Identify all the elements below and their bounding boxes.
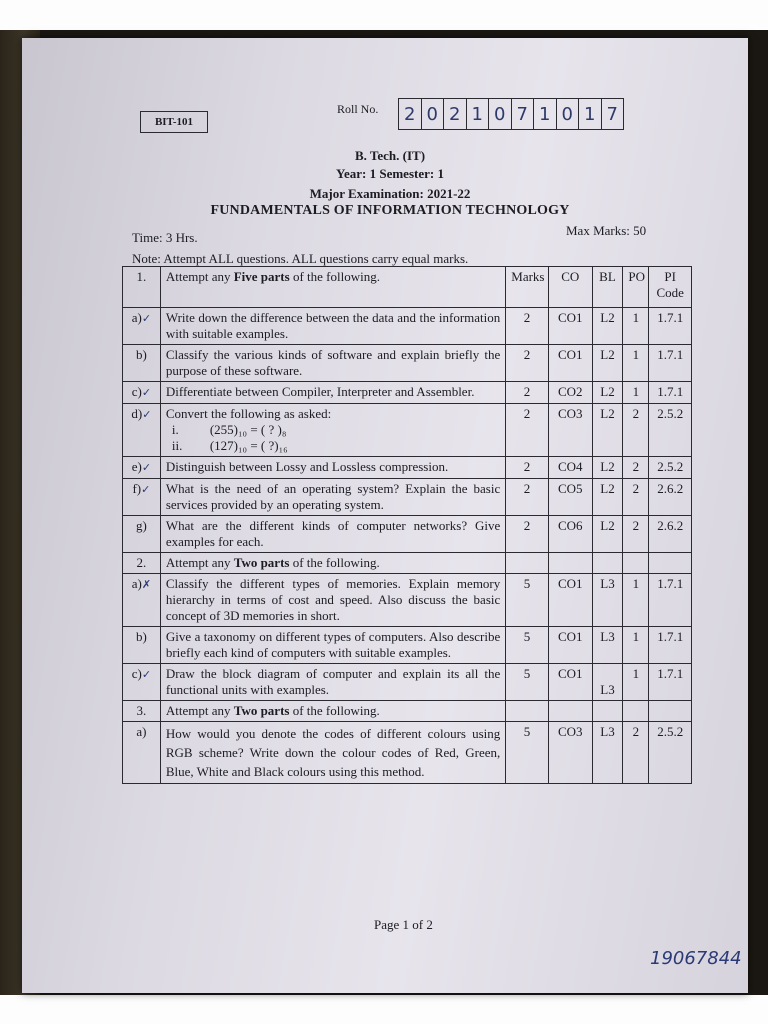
table-row [123,664,692,701]
conversion-item: ii. (127)₁₀ = ( ?)₁₆ [171,438,288,453]
table-row [123,627,692,664]
pi-value: 2.5.2 [649,722,692,784]
marks-value: 5 [506,627,549,664]
year-semester: Year: 1 Semester: 1 [336,166,444,181]
bl-value: L3 [592,574,623,627]
bl-value: L2 [592,516,623,553]
co-value: CO1 [548,627,592,664]
paper-code-box: BIT-101 [140,111,208,133]
marks-value: 5 [506,664,549,701]
marks-value: 5 [506,574,549,627]
co-value: CO6 [548,516,592,553]
marks-value: 5 [506,722,549,784]
col-co: CO [548,267,592,308]
check-mark-icon: ✓ [142,408,152,421]
po-value: 2 [623,404,649,457]
time-allowed: Time: 3 Hrs. [132,230,198,245]
check-mark-icon: ✓ [141,668,152,681]
marks-value: 2 [506,404,549,457]
part-label: g) [123,516,161,553]
check-mark-icon: ✓ [141,483,151,496]
subject-title: FUNDAMENTALS OF INFORMATION TECHNOLOGY [210,203,570,218]
co-value: CO4 [548,457,592,479]
roll-digit: 7 [606,103,618,125]
col-bl: BL [592,267,623,308]
bl-value: L3 [592,627,623,664]
part-label: a) [123,722,161,784]
table-row [123,574,692,627]
question-heading-row [123,701,692,722]
question-number: 1. [123,267,161,308]
roll-digit: 2 [399,99,422,129]
part-text: Write down the difference between the data and the information with suitable examples. [160,308,505,345]
col-pi-code: PI Code [649,267,692,308]
part-text: What are the different kinds of computer networks? Give examples for each. [160,516,505,553]
exam-title: Major Examination: 2021-22 [309,186,471,201]
co-value: CO5 [548,479,592,516]
pi-value: 1.7.1 [649,345,692,382]
question-heading-row [123,553,692,574]
handwritten-number: 19067844 [650,948,742,969]
roll-digit: 0 [422,99,445,129]
marks-value: 2 [506,479,549,516]
roll-digit: 0 [557,99,580,129]
co-value: CO3 [548,722,592,784]
bl-value: L2 [592,457,623,479]
po-value: 2 [623,479,649,516]
bl-value: L2 [592,308,623,345]
table-header-row [123,267,692,308]
part-label: e)✓ [123,457,161,479]
po-value: 1 [623,308,649,345]
part-text: How would you denote the codes of different colours using RGB scheme? Write down the colour codes of Red, Green, Blue, White and Black colours using this method. [160,722,505,784]
roll-digit: 1 [579,99,602,129]
po-value: 1 [623,627,649,664]
instructions-note: Note: Attempt ALL questions. ALL questions carry equal marks. [132,251,469,266]
bl-value: L3 [592,722,623,784]
check-mark-icon: ✓ [141,312,152,325]
part-label: d)✓ [123,404,161,457]
col-po: PO [623,267,649,308]
table-row [123,479,692,516]
question-number: 3. [123,701,161,722]
part-label: c)✓ [123,664,161,701]
pi-value: 1.7.1 [649,664,692,701]
roll-number-label: Roll No. [337,102,379,116]
table-row [123,722,692,784]
col-marks: Marks [506,267,549,308]
check-mark-icon: ✓ [141,461,152,474]
bl-value: L2 [592,479,623,516]
table-row [123,345,692,382]
pi-value: 1.7.1 [649,382,692,404]
co-value: CO1 [548,574,592,627]
page-number: Page 1 of 2 [374,917,433,932]
photo-border-top [0,0,768,30]
table-row [123,404,692,457]
roll-digit: 7 [512,99,535,129]
po-value: 2 [623,516,649,553]
part-text: Distinguish between Lossy and Lossless compression. [160,457,505,479]
question-instruction: Attempt any Two parts of the following. [160,701,505,722]
roll-digit: 0 [489,99,512,129]
part-label: b) [123,627,161,664]
degree-title: B. Tech. (IT) [354,148,426,163]
question-instruction: Attempt any Five parts of the following. [160,267,505,308]
marks-value: 2 [506,382,549,404]
table-row [123,516,692,553]
part-text: Differentiate between Compiler, Interpreter and Assembler. [160,382,505,404]
bl-value: L2 [592,345,623,382]
part-text: Convert the following as asked: i. (255)₁₀ = ( ? )₈ ii. (127)₁₀ = ( ?)₁₆ [160,404,505,457]
bl-value: L2 [592,382,623,404]
part-text: Give a taxonomy on different types of computers. Also describe briefly each kind of computers with suitable examples. [160,627,505,664]
co-value: CO2 [548,382,592,404]
part-text: Classify the different types of memories. Explain memory hierarchy in terms of cost and speed. Also discuss the basic concept of 3D memories in short. [160,574,505,627]
part-label: a)✓ [123,308,161,345]
table-row [123,382,692,404]
pi-value: 1.7.1 [649,627,692,664]
part-label: a)✗ [123,574,161,627]
po-value: 2 [623,457,649,479]
conversion-item: i. (255)₁₀ = ( ? )₈ [171,422,287,437]
roll-digit: 1 [534,99,557,129]
roll-digit: 1 [467,99,490,129]
check-mark-icon: ✗ [141,578,152,591]
roll-number-boxes [398,98,624,130]
roll-digit: 2 [444,99,467,129]
question-instruction: Attempt any Two parts of the following. [160,553,505,574]
table-row [123,457,692,479]
pi-value: 1.7.1 [649,308,692,345]
pi-value: 2.6.2 [649,516,692,553]
pi-value: 2.5.2 [649,457,692,479]
co-value: CO3 [548,404,592,457]
bl-value: L2 [592,404,623,457]
part-label: b) [123,345,161,382]
co-value: CO1 [548,664,592,701]
part-text: Draw the block diagram of computer and explain its all the functional units with examples. [160,664,505,701]
check-mark-icon: ✓ [141,386,152,399]
po-value: 1 [623,345,649,382]
part-label: f)✓ [123,479,161,516]
marks-value: 2 [506,516,549,553]
part-text: Classify the various kinds of software and explain briefly the purpose of these software. [160,345,505,382]
max-marks: Max Marks: 50 [566,223,647,238]
marks-value: 2 [506,457,549,479]
photo-border-bottom [0,995,768,1024]
marks-value: 2 [506,345,549,382]
co-value: CO1 [548,308,592,345]
bl-value: L3 [592,664,623,701]
marks-value: 2 [506,308,549,345]
po-value: 1 [623,574,649,627]
po-value: 1 [623,664,649,701]
pi-value: 2.6.2 [649,479,692,516]
question-table [122,266,692,784]
table-row [123,308,692,345]
part-label: c)✓ [123,382,161,404]
pi-value: 2.5.2 [649,404,692,457]
po-value: 2 [623,722,649,784]
po-value: 1 [623,382,649,404]
part-text: What is the need of an operating system? Explain the basic services provided by an operating system. [160,479,505,516]
pi-value: 1.7.1 [649,574,692,627]
question-number: 2. [123,553,161,574]
co-value: CO1 [548,345,592,382]
